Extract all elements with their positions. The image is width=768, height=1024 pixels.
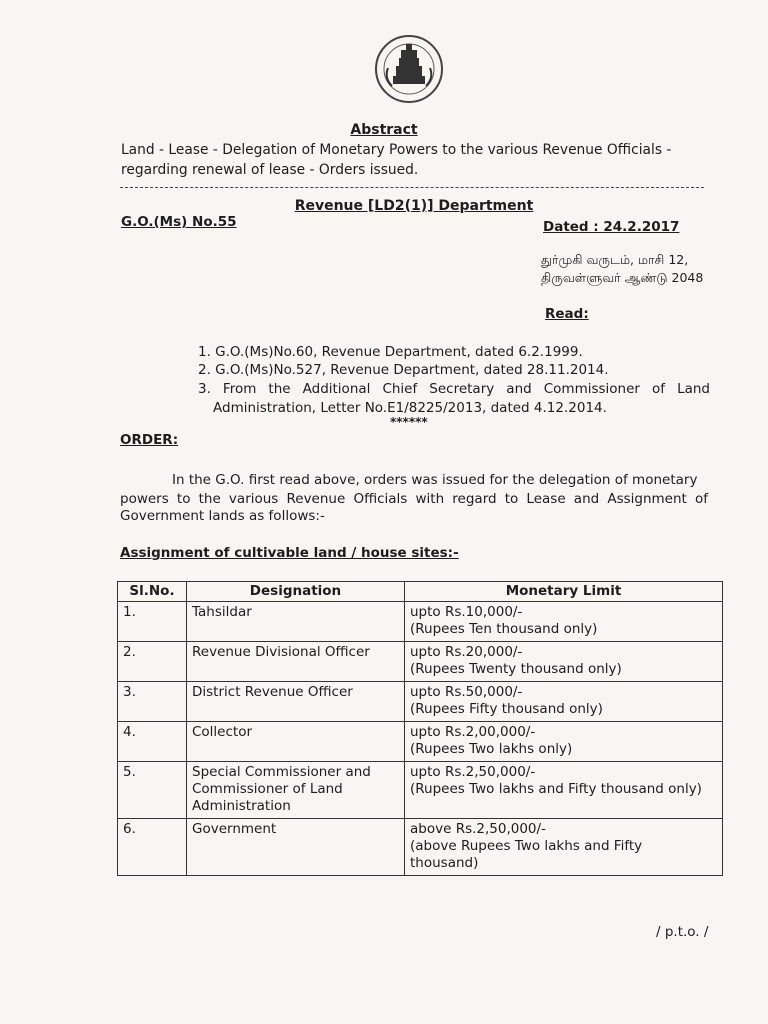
department-heading: Revenue [LD2(1)] Department [294,198,534,214]
table-row [118,682,723,722]
row-sl: 5. [118,762,187,819]
row-sl: 6. [118,819,187,876]
row-limit: upto Rs.50,000/- (Rupees Fifty thousand only) [405,682,723,722]
row-designation: Government [187,819,405,876]
abstract-title: Abstract [350,122,418,138]
dashed-divider [120,187,704,188]
reference-3: 3. From the Additional Chief Secretary and Commissioner of Land [198,381,710,397]
row-sl: 1. [118,602,187,642]
header-monetary-limit: Monetary Limit [405,582,723,602]
row-designation: Collector [187,722,405,762]
header-designation: Designation [187,582,405,602]
table-row [118,819,723,876]
reference-2: 2. G.O.(Ms)No.527, Revenue Department, dated 28.11.2014. [198,362,609,378]
row-designation: Tahsildar [187,602,405,642]
order-paragraph-line-1: In the G.O. first read above, orders was issued for the delegation of monetary [172,472,698,488]
section-heading: Assignment of cultivable land / house sites:- [120,545,459,561]
row-limit: upto Rs.20,000/- (Rupees Twenty thousand only) [405,642,723,682]
state-emblem-icon [366,34,452,104]
row-limit: upto Rs.2,00,000/- (Rupees Two lakhs only) [405,722,723,762]
read-heading: Read: [545,306,589,322]
abstract-line-2: regarding renewal of lease - Orders issued. [121,162,419,178]
row-sl: 2. [118,642,187,682]
order-paragraph-line-3: Government lands as follows:- [120,508,325,524]
table-header-row [118,582,723,602]
row-sl: 3. [118,682,187,722]
table-row [118,722,723,762]
row-designation: Revenue Divisional Officer [187,642,405,682]
row-designation: Special Commissioner and Commissioner of Land Administration [187,762,405,819]
row-designation: District Revenue Officer [187,682,405,722]
header-sl-no: Sl.No. [118,582,187,602]
reference-3-continued: Administration, Letter No.E1/8225/2013, dated 4.12.2014. [213,400,607,416]
page-turn-note: / p.t.o. / [656,924,709,940]
reference-1: 1. G.O.(Ms)No.60, Revenue Department, dated 6.2.1999. [198,344,583,360]
separator-stars: ****** [390,415,428,429]
row-sl: 4. [118,722,187,762]
go-date: Dated : 24.2.2017 [543,219,680,235]
table-row [118,602,723,642]
order-heading: ORDER: [120,432,179,448]
monetary-limits-table [117,581,723,876]
order-paragraph-line-2: powers to the various Revenue Officials with regard to Lease and Assignment of [120,491,708,507]
go-number: G.O.(Ms) No.55 [121,214,237,230]
table-row [118,642,723,682]
row-limit: upto Rs.10,000/- (Rupees Ten thousand only) [405,602,723,642]
table-row [118,762,723,819]
abstract-line-1: Land - Lease - Delegation of Monetary Powers to the various Revenue Officials - [121,142,672,158]
tamil-date-line-1: துர்முகி வருடம், மாசி 12, [541,252,689,267]
row-limit: upto Rs.2,50,000/- (Rupees Two lakhs and Fifty thousand only) [405,762,723,819]
row-limit: above Rs.2,50,000/- (above Rupees Two lakhs and Fifty thousand) [405,819,723,876]
tamil-date-line-2: திருவள்ளுவர் ஆண்டு 2048 [541,270,704,285]
